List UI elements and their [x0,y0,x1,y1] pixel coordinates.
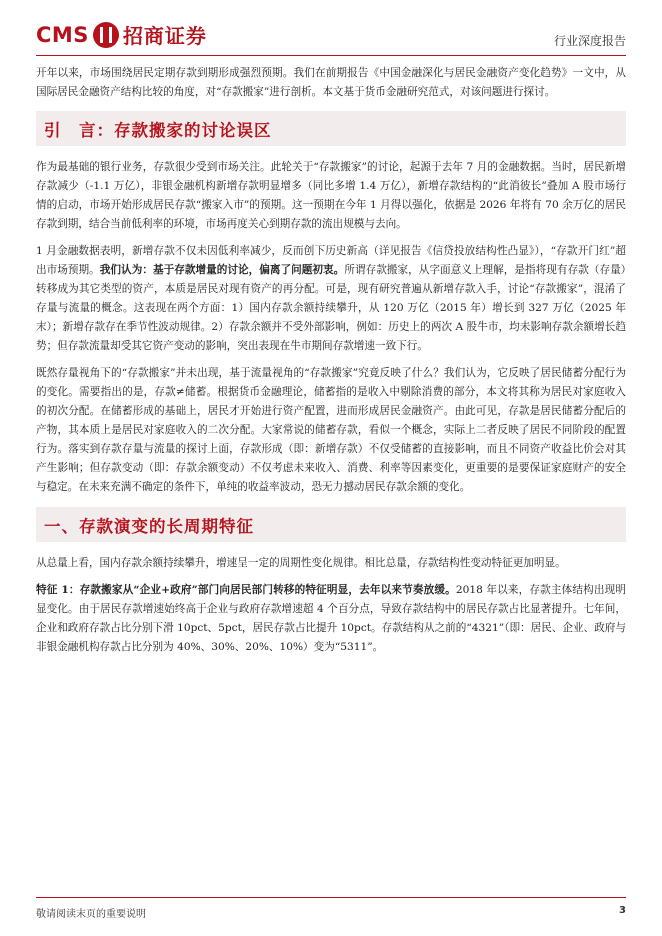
logo-text: CMS [36,22,89,47]
section-title-1: 一、存款演变的长周期特征 [44,516,254,536]
page-content [36,64,626,657]
paragraph-feature-1 [36,581,626,657]
logo-badge-icon [93,22,119,48]
page-number: 3 [619,905,626,916]
paragraph-intro-3: 既然存量视角下的“存款搬家”并未出现，基于流量视角的“存款搬家”究竟反映了什么？我们认为，它反映了居民储蓄分配行为的变化。需要指出的是，存款≠储蓄。根据货币金融理论，储蓄指的是收入中剔除消费的部分，本文将其称为居民对家庭收入的初次分配。在储蓄形成的基础上，居民才开始进行资产配置，进而形成居民金融资产。由此可见，存款是居民储蓄分配后的产物，其本质上是居民对家庭收入的二次分配。大家常说的储蓄存款，看似一个概念，实际上二者反映了居民不同阶段的配置行为。落实到存款存量与流量的探讨上面，存款形成（即：新增存款）不仅受储蓄的直接影响，而且不同资产收益比价会对其产生影响；但存款变动（即：存款余额变动）不仅考虑未来收入、消费、利率等因素变化，更重要的是要保证家庭财产的安全与稳定。在未来充满不确定的条件下，单纯的收益率波动，恐无力撼动居民存款余额的变化。 [36,367,626,493]
company-logo [36,20,207,49]
paragraph-section1-1: 从总量上看，国内存款余额持续攀升，增速呈一定的周期性变化规律。相比总量，存款结构性变动特征更加明显。 [36,557,566,569]
header-divider [36,55,626,56]
feature-1-heading: 特征 1：存款搬家从“企业+政府”部门向居民部门转移的特征明显，去年以来节奏放缓。 [36,584,456,596]
page-header [0,0,662,56]
paragraph-intro-2 [36,242,626,356]
report-type-label: 行业深度报告 [553,34,626,48]
paragraph-intro-2-part2: 所谓存款搬家，从字面意义上理解，是指将现有存款（存量）转移成为其它类型的资产，本质是居民对现有资产的再分配。可是，现有研究普遍从新增存款入手，讨论“存款搬家”，混淆了存量与流量的概念。这表现在两个方面：1）国内存款余额持续攀升，从 120 万亿（2015 年）增长到 327 万亿（2025 年末）；新增存款存在季节性波动规律。2）存款余额并不受外部影响，例如：历史上的两次 A 股牛市，均未影响存款余额增长趋势；但存款流量却受其它资产变动的影响，突出表现在牛市期间存款增速一致下行。 [36,264,627,352]
footer-divider [36,897,626,898]
paragraph-opening: 开年以来，市场围绕居民定期存款到期形成强烈预期。我们在前期报告《中国金融深化与居民金融资产变化趋势》一文中，从国际居民金融资产结构比较的角度，对“存款搬家”进行剖析。本文基于货币金融研究范式，对该问题进行探讨。 [36,67,626,98]
section-heading-intro [36,111,626,146]
feature-1-body: 2018 年以来，存款主体结构出现明显变化。由于居民存款增速始终高于企业与政府存款增速超 4 个百分点，导致存款结构中的居民存款占比显著提升。七年间，企业和政府存款占比分别下滑 10pct、5pct，居民存款占比提升 10pct。存款结构从之前的“4321”（即：居民、企业、政府与非银金融机构存款占比分别为 40%、30%、20%、10%）变为“5311”。 [36,584,627,653]
paragraph-intro-2-part1: 1 月金融数据表明，新增存款不仅未因低利率减少，反而创下历史新高（详见报告《信贷投放结构性凸显》），“存款开门红”超出市场预期。 [36,245,626,276]
paragraph-intro-2-emphasis: 我们认为：基于存款增量的讨论，偏离了问题初衷。 [99,264,345,276]
paragraph-intro-1: 作为最基础的银行业务，存款很少受到市场关注。此轮关于“存款搬家”的讨论，起源于去年 7 月的金融数据。当时，居民新增存款减少（-1.1 万亿），非银金融机构新增存款明显增多（同比多增 1.4 万亿），新增存款结构的“此消彼长”叠加 A 股市场行情的启动，市场开始形成居民存款“搬家入市”的预期。这一预期在今年 1 月得以强化，依据是 2026 年将有 70 余万亿的居民存款到期，结合当前低利率的环境，市场再度关心到期存款的流出规模与去向。 [36,161,626,230]
section-title-intro: 引 言：存款搬家的讨论误区 [44,120,272,140]
section-heading-1 [36,507,626,542]
logo-company-name: 招商证券 [122,24,207,48]
footer-disclaimer: 敬请阅读末页的重要说明 [36,909,146,920]
